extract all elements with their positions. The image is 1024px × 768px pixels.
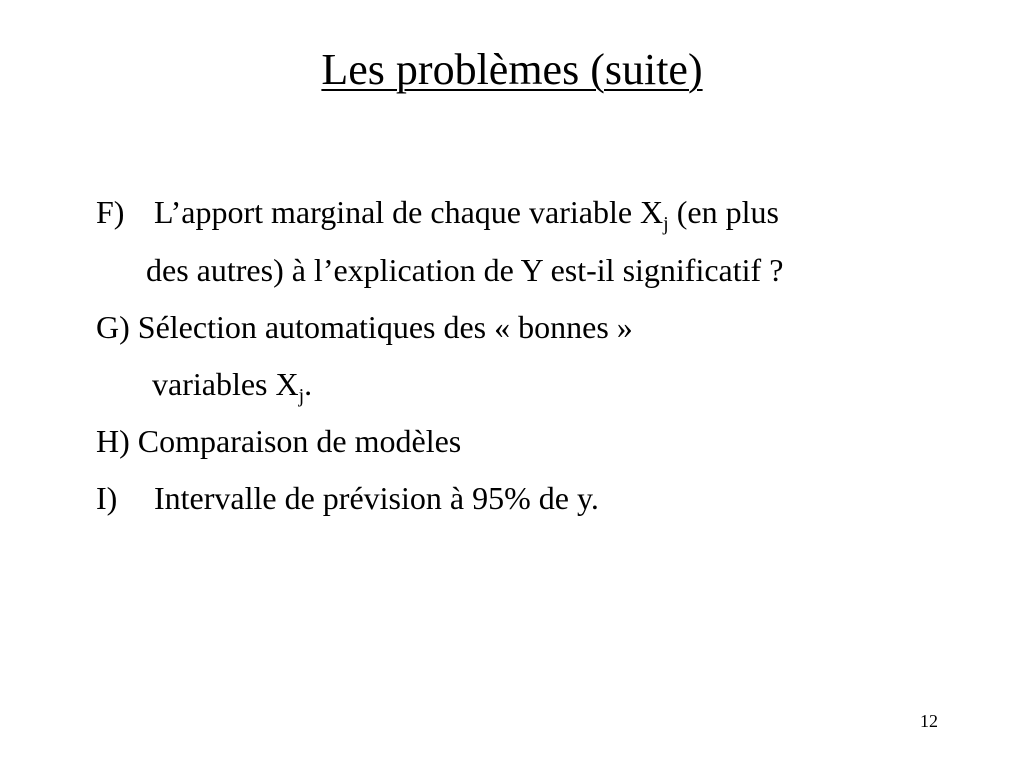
item-g-text-a: variables X [152, 366, 299, 402]
item-i-text: Intervalle de prévision à 95% de y. [154, 480, 599, 516]
item-h-marker: H) [96, 423, 130, 459]
item-h-text: Comparaison de modèles [137, 423, 462, 459]
slide-title [0, 42, 1024, 98]
item-i-line [96, 478, 599, 518]
item-f-marker: F) [96, 194, 125, 230]
item-g-marker: G) [96, 309, 130, 345]
item-f-line-1 [96, 192, 779, 235]
slide-title-text: Les problèmes (suite) [321, 45, 703, 94]
item-f-subscript: j [663, 213, 669, 235]
item-g-line-1 [96, 307, 633, 347]
item-i-marker: I) [96, 480, 118, 516]
item-g-subscript: j [298, 385, 305, 407]
item-f-text-b: (en plus [668, 194, 779, 230]
item-h-line [96, 421, 461, 461]
item-g-text: Sélection automatiques des « bonnes » [137, 309, 633, 345]
item-f-line-2: des autres) à l’explication de Y est-il significatif ? [146, 252, 784, 288]
item-g-text-b: . [304, 366, 313, 402]
item-g-line-2 [152, 364, 313, 407]
item-f-text-a: L’apport marginal de chaque variable X [154, 194, 664, 230]
page-number: 12 [920, 711, 938, 731]
